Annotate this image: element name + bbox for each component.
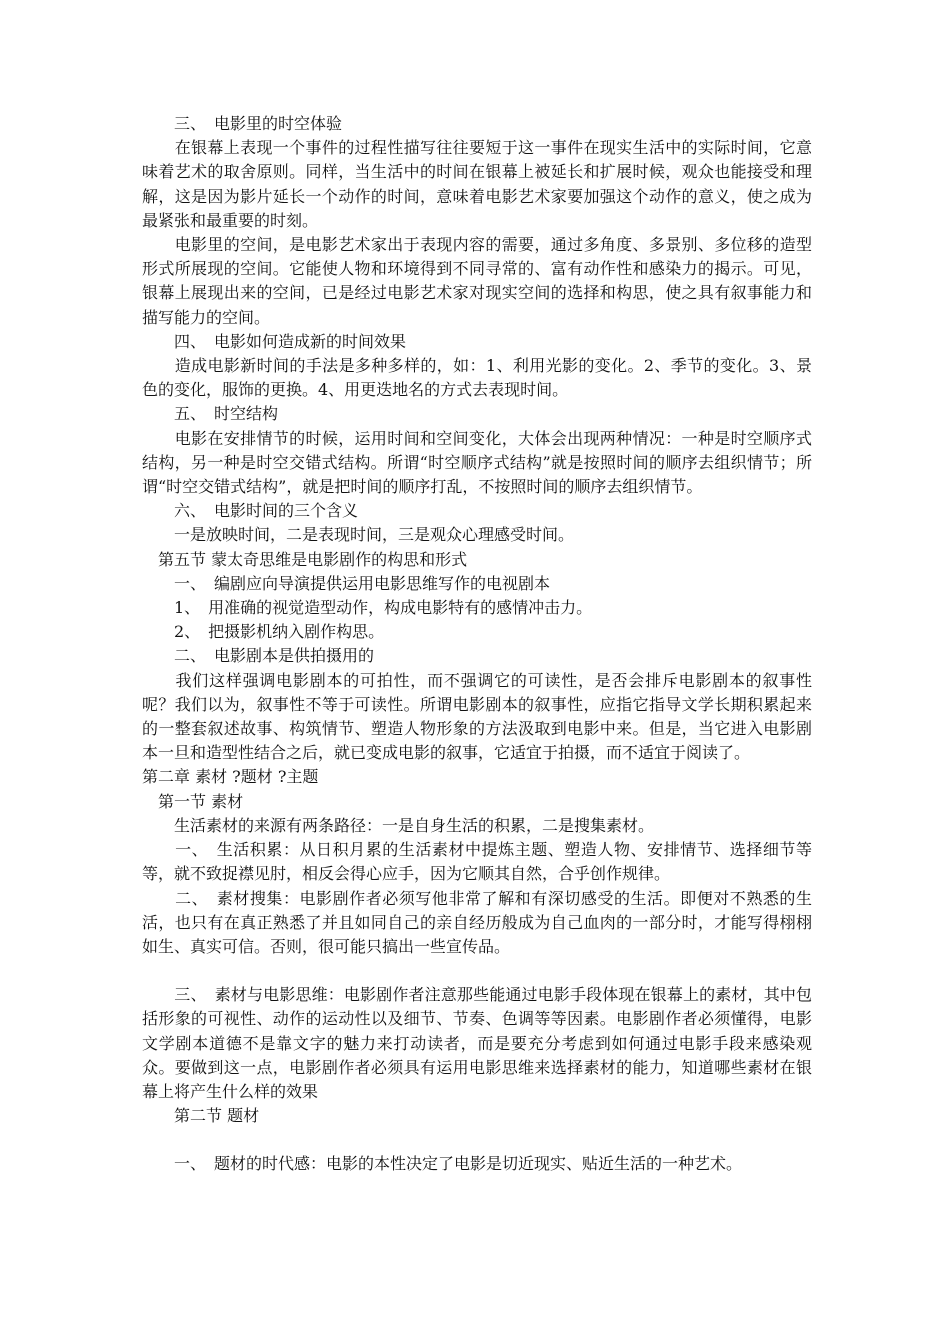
paragraph-life-accumulation: 一、 生活积累：从日积月累的生活素材中提炼主题、塑造人物、安排情节、选择细节等等，就不致捉襟见肘，相反会得心应手，因为它顺其自然，合乎创作规律。 — [142, 840, 812, 884]
chapter-heading-two: 第二章 素材 ?题材 ?主题 — [142, 767, 319, 787]
paragraph-material-collection: 二、 素材搜集：电影剧作者必须写他非常了解和有深切感受的生活。即便对不熟悉的生活，也只有在真正熟悉了并且如同自己的亲自经历般成为自己血肉的一部分时，才能写得栩栩如生、真实可信。否则，很可能只搞出一些宣传品。 — [142, 888, 812, 956]
section-heading-subject: 第二节 题材 — [142, 1106, 260, 1126]
subheading-script-for-shooting: 二、 电影剧本是供拍摄用的 — [142, 646, 375, 666]
list-item-camera: 2、 把摄影机纳入剧作构思。 — [142, 622, 385, 642]
subheading-screenwriter-script: 一、 编剧应向导演提供运用电影思维写作的电视剧本 — [142, 573, 551, 593]
section-heading-three-meanings: 六、 电影时间的三个含义 — [142, 501, 359, 521]
section-heading-montage: 第五节 蒙太奇思维是电影剧作的构思和形式 — [142, 549, 468, 569]
section-heading-material: 第一节 素材 — [142, 791, 244, 811]
blank-line — [142, 1128, 812, 1152]
paragraph-time-techniques: 造成电影新时间的手法是多种多样的，如：1、利用光影的变化。2、季节的变化。3、景色的变化，服饰的更换。4、用更迭地名的方式去表现时间。 — [142, 356, 812, 400]
paragraph-material-sources: 生活素材的来源有两条路径：一是自身生活的积累，二是搜集素材。 — [142, 815, 655, 835]
paragraph-screen-space: 电影里的空间，是电影艺术家出于表现内容的需要，通过多角度、多景别、多位移的造型形式所展现的空间。它能使人物和环境得到不同寻常的、富有动作性和感染力的揭示。可见，银幕上展现出来的空间，已是经过电影艺术家对现实空间的选择和构思，使之具有叙事能力和描写能力的空间。 — [142, 235, 812, 327]
paragraph-three-meanings: 一是放映时间，二是表现时间，三是观众心理感受时间。 — [142, 525, 575, 545]
paragraph-narrative-vs-readability: 我们这样强调电影剧本的可拍性，而不强调它的可读性，是否会排斥电影剧本的叙事性呢？我们以为，叙事性不等于可读性。所谓电影剧本的叙事性，应指它指导文学长期积累起来的一整套叙述故事、构筑情节、塑造人物形象的方法汲取到电影中来。但是，当它进入电影剧本一旦和造型性结合之后，就已变成电影的叙事，它适宜于拍摄，而不适宜于阅读了。 — [142, 670, 812, 763]
blank-line — [142, 959, 812, 983]
document-body — [142, 112, 812, 1177]
paragraph-material-film-thinking: 三、 素材与电影思维：电影剧作者注意那些能通过电影手段体现在银幕上的素材，其中包括形象的可视性、动作的运动性以及细节、节奏、色调等等因素。电影剧作者必须懂得，电影文学剧本道德不是靠文字的魅力来打动读者，而是要充分考虑到如何通过电影手段来感染观众。要做到这一点，电影剧作者必须具有运用电影思维来选择素材的能力，知道哪些素材在银幕上将产生什么样的效果 — [142, 985, 812, 1101]
list-item-visual-action: 1、 用准确的视觉造型动作，构成电影特有的感情冲击力。 — [142, 598, 593, 618]
section-heading-spacetime-experience: 三、 电影里的时空体验 — [142, 114, 343, 133]
paragraph-screen-time: 在银幕上表现一个事件的过程性描写往往要短于这一事件在现实生活中的实际时间，它意味着艺术的取舍原则。同样，当生活中的时间在银幕上被延长和扩展时候，观众也能接受和理解，这是因为影片延长一个动作的时间，意味着电影艺术家要加强这个动作的意义，使之成为最紧张和最重要的时刻。 — [142, 138, 812, 230]
paragraph-subject-era: 一、 题材的时代感：电影的本性决定了电影是切近现实、贴近生活的一种艺术。 — [142, 1154, 743, 1174]
section-heading-new-time-effect: 四、 电影如何造成新的时间效果 — [142, 331, 407, 351]
section-heading-spacetime-structure: 五、 时空结构 — [142, 404, 279, 424]
paragraph-structure-types: 电影在安排情节的时候，运用时间和空间变化，大体会出现两种情况：一种是时空顺序式结构，另一种是时空交错式结构。所谓“时空顺序式结构”就是按照时间的顺序去组织情节；所谓“时空交错式结构”，就是把时间的顺序打乱，不按照时间的顺序去组织情节。 — [142, 428, 812, 497]
